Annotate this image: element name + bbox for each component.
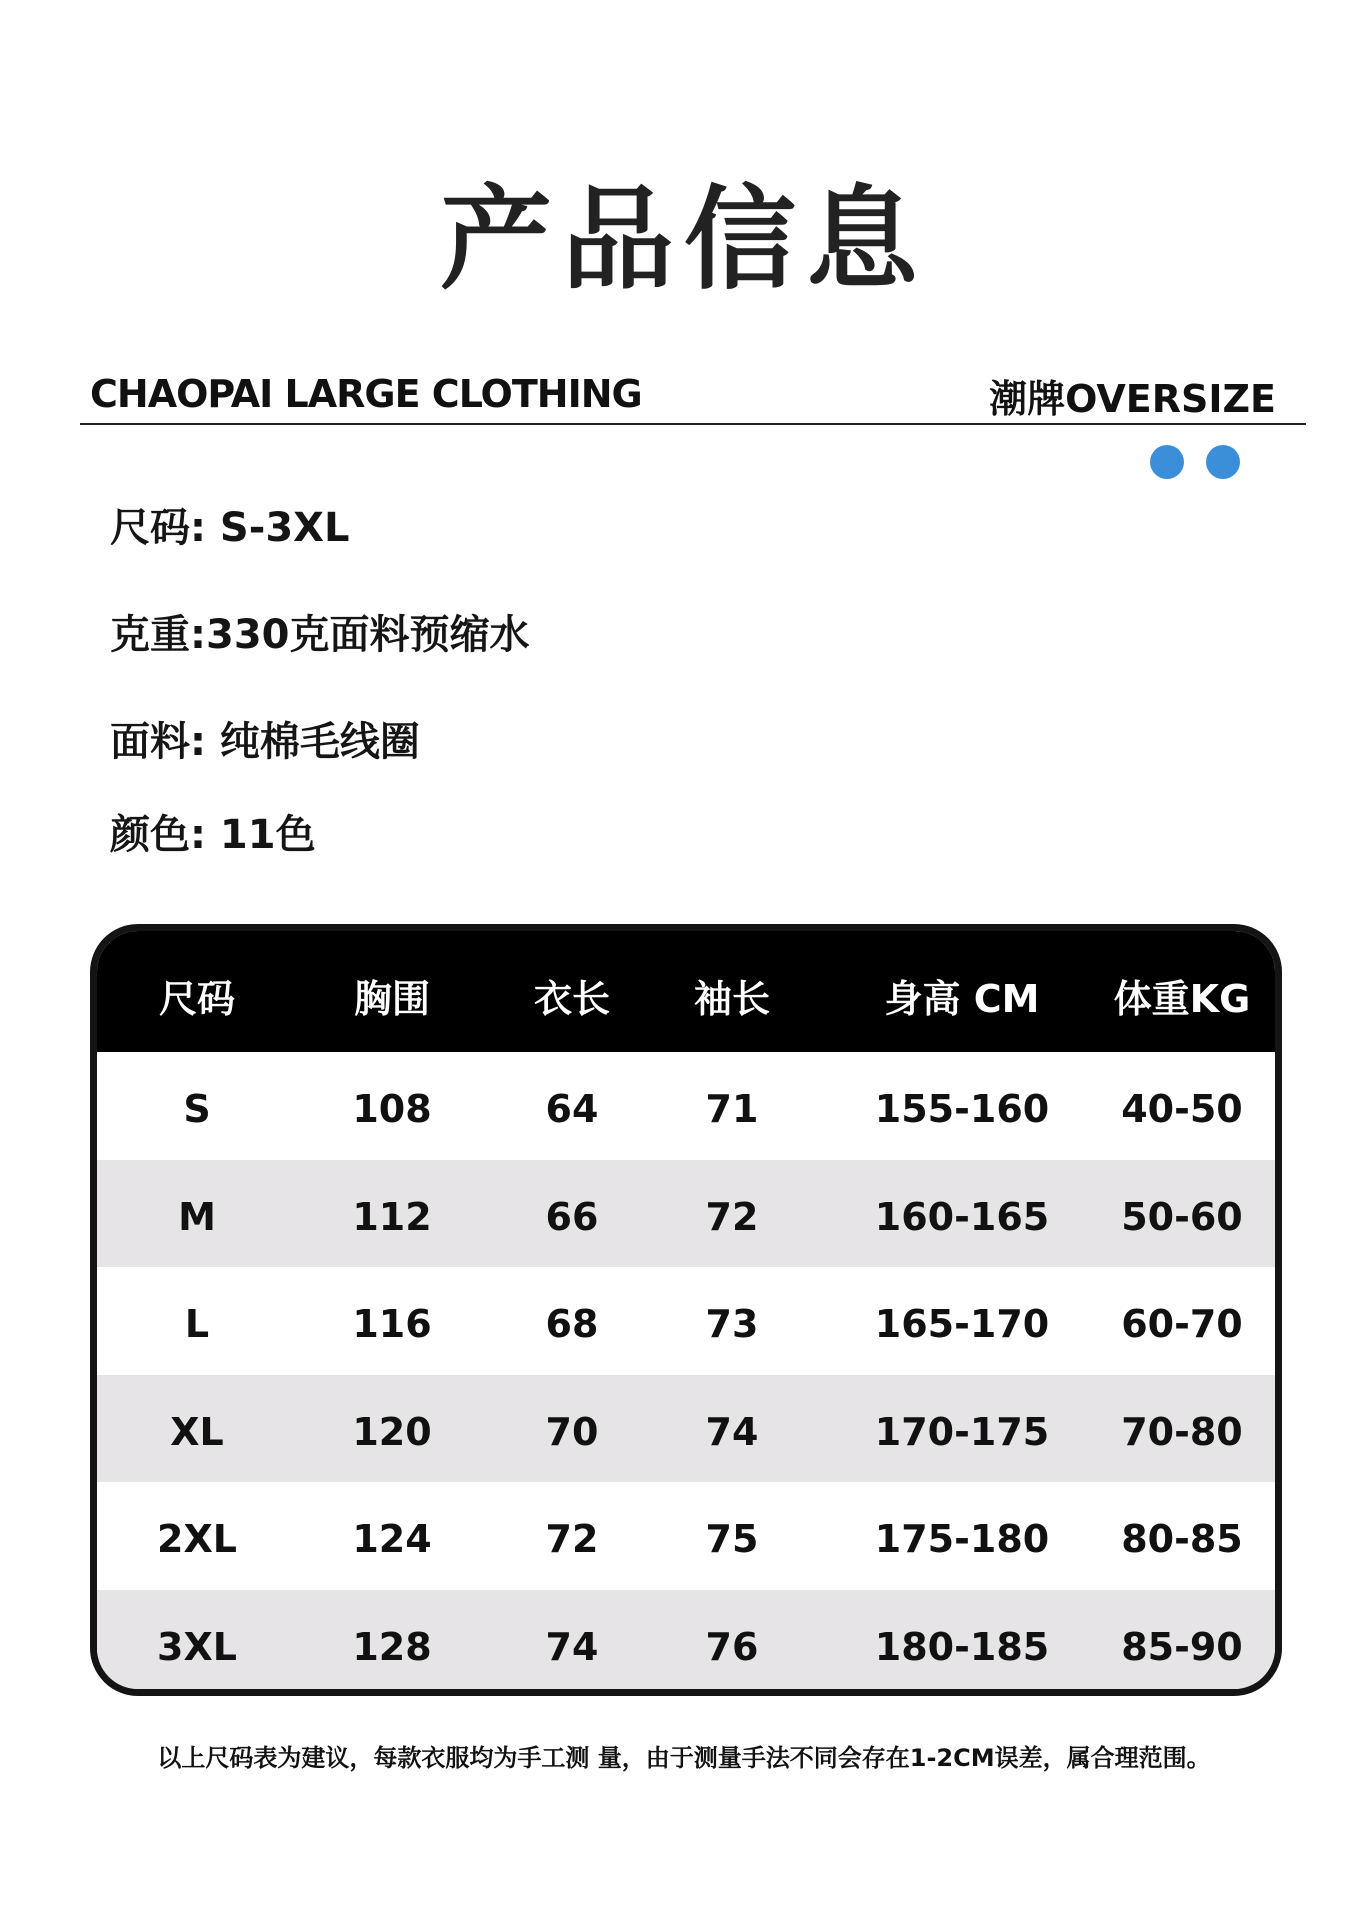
size-chart-table: [90, 924, 1282, 1696]
cell-size: S: [183, 1087, 211, 1131]
cell-chest: 108: [352, 1087, 432, 1131]
cell-sleeve: 73: [705, 1302, 759, 1346]
table-row: [97, 1160, 1275, 1268]
cell-length: 72: [545, 1517, 599, 1561]
table-row: [97, 1482, 1275, 1590]
header-height: 身高 CM: [884, 977, 1040, 1021]
cell-height: 160-165: [874, 1194, 1050, 1239]
cell-length: 70: [545, 1409, 599, 1454]
cell-weight: 85-90: [1121, 1624, 1243, 1669]
cell-height: 175-180: [874, 1517, 1050, 1561]
header-sleeve: 袖长: [693, 977, 770, 1021]
cell-size: XL: [170, 1409, 224, 1454]
cell-chest: 116: [352, 1302, 432, 1346]
cell-height: 155-160: [874, 1087, 1050, 1131]
cell-size: M: [178, 1194, 216, 1239]
info-fabric: 面料: 纯棉毛线圈: [110, 719, 420, 765]
table-row: [97, 1267, 1275, 1375]
cell-weight: 50-60: [1121, 1194, 1243, 1239]
header-chest: 胸围: [353, 977, 430, 1021]
header-length: 衣长: [533, 977, 610, 1021]
table-row: [97, 1590, 1275, 1697]
info-weight: 克重:330克面料预缩水: [110, 612, 530, 658]
cell-chest: 120: [352, 1409, 432, 1454]
cell-length: 66: [545, 1194, 599, 1239]
cell-weight: 70-80: [1121, 1409, 1243, 1454]
page-title: 产品信息: [440, 175, 928, 305]
info-size: 尺码: S-3XL: [110, 505, 350, 551]
brand-tagline: 潮牌OVERSIZE: [989, 377, 1276, 421]
table-row: [97, 1052, 1275, 1160]
header-divider: [80, 423, 1306, 425]
table-row: [97, 1375, 1275, 1483]
cell-sleeve: 74: [705, 1409, 759, 1454]
cell-weight: 60-70: [1121, 1302, 1243, 1346]
decorative-dot-2: [1206, 445, 1240, 479]
header-weight: 体重KG: [1113, 977, 1251, 1021]
info-color: 颜色: 11色: [110, 812, 316, 858]
cell-height: 165-170: [874, 1302, 1050, 1346]
decorative-dot-1: [1150, 445, 1184, 479]
cell-chest: 128: [352, 1624, 432, 1669]
measurement-disclaimer: 以上尺码表为建议，每款衣服均为手工测 量，由于测量手法不同会存在1-2CM误差，属合理范围。: [157, 1744, 1211, 1772]
cell-weight: 80-85: [1121, 1517, 1243, 1561]
cell-weight: 40-50: [1121, 1087, 1243, 1131]
cell-length: 64: [545, 1087, 599, 1131]
cell-sleeve: 75: [705, 1517, 759, 1561]
header-size: 尺码: [158, 977, 235, 1021]
cell-sleeve: 72: [705, 1194, 759, 1239]
brand-name-english: CHAOPAI LARGE CLOTHING: [90, 372, 642, 416]
table-header: [97, 931, 1275, 1052]
cell-chest: 112: [352, 1194, 432, 1239]
cell-sleeve: 76: [705, 1624, 759, 1669]
cell-length: 68: [545, 1302, 599, 1346]
cell-sleeve: 71: [705, 1087, 759, 1131]
cell-chest: 124: [352, 1517, 432, 1561]
cell-length: 74: [545, 1624, 599, 1669]
table-body: [97, 1052, 1275, 1696]
cell-height: 170-175: [874, 1409, 1050, 1454]
cell-size: 3XL: [157, 1624, 237, 1669]
cell-height: 180-185: [874, 1624, 1050, 1669]
cell-size: L: [184, 1302, 210, 1346]
cell-size: 2XL: [157, 1517, 237, 1561]
